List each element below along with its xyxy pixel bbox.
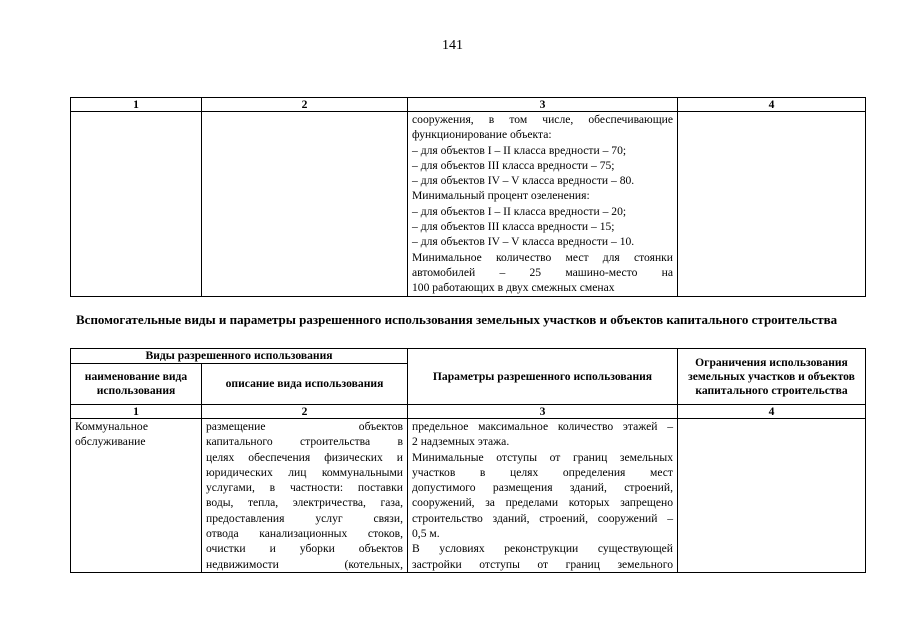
col2-header: описание вида использования: [202, 364, 408, 405]
table-header-row: [71, 98, 866, 112]
col1-header: наименование вида использования: [71, 364, 202, 405]
empty-cell: [202, 112, 408, 297]
text-line: – для объектов IV – V класса вредности – 10.: [412, 235, 635, 249]
column-number: 2: [202, 98, 408, 112]
text-line: – для объектов IV – V класса вредности – 80.: [412, 174, 635, 188]
text-line: Минимальные отступы от границ земельных: [412, 450, 673, 464]
text-line: – для объектов III класса вредности – 75;: [412, 158, 615, 172]
group-header: Виды разрешенного использования: [71, 349, 408, 364]
text-line: Минимальное количество мест для стоянки: [412, 250, 673, 264]
column-number: 2: [202, 405, 408, 419]
text-line: строительство зданий, строений, сооружений –: [412, 511, 673, 525]
text-line: функционирование объекта:: [412, 128, 552, 142]
text-line: услугами, в частности: поставки: [206, 481, 403, 495]
column-number: 4: [678, 98, 866, 112]
column-number: 3: [408, 405, 678, 419]
empty-cell: [678, 419, 866, 573]
column-number-row: [71, 405, 866, 419]
text-line: очистки и уборки объектов: [206, 542, 403, 556]
page-number: 141: [442, 38, 463, 53]
text-line: В условиях реконструкции существующей: [412, 542, 673, 556]
text-line: 100 работающих в двух смежных сменах: [412, 281, 615, 295]
text-line: воды, тепла, электричества, газа,: [206, 496, 403, 510]
text-line: размещение объектов: [206, 420, 403, 433]
parameters-cell: [408, 112, 678, 297]
col4-header: Ограничения использования земельных участков и объектов капитального строительства: [678, 349, 866, 405]
text-line: – для объектов III класса вредности – 15;: [412, 220, 615, 234]
table-row: [71, 112, 866, 297]
text-line: целях обеспечения физических и: [206, 450, 403, 464]
use-name-cell: Коммунальное обслуживание: [71, 419, 202, 573]
text-line: сооружений, за пределами которых запрещено: [412, 496, 673, 510]
text-line: допустимого размещения зданий, строений,: [412, 481, 673, 495]
column-number: 1: [71, 98, 202, 112]
text-line: недвижимости (котельных,: [206, 557, 403, 571]
auxiliary-uses-table: [70, 348, 866, 573]
col3-header: Параметры разрешенного использования: [408, 349, 678, 405]
empty-cell: [71, 112, 202, 297]
text-line: отвода канализационных стоков,: [206, 527, 403, 541]
parameters-table-continued: [70, 97, 866, 297]
text-line: – для объектов I – II класса вредности – 20;: [412, 204, 627, 218]
group-header-row: [71, 349, 866, 364]
column-number: 4: [678, 405, 866, 419]
text-line: капитального строительства в: [206, 435, 403, 449]
use-parameters-cell: [408, 419, 678, 573]
text-line: 2 надземных этажа.: [412, 435, 510, 449]
column-number: 1: [71, 405, 202, 419]
column-number: 3: [408, 98, 678, 112]
text-line: участков в целях определения мест: [412, 465, 673, 479]
text-line: предельное максимальное количество этажей –: [412, 420, 673, 433]
table-row: [71, 419, 866, 573]
text-line: застройки отступы от границ земельного: [412, 557, 673, 571]
use-description-cell: [202, 419, 408, 573]
text-line: 0,5 м.: [412, 527, 440, 541]
text-line: юридических лиц коммунальными: [206, 465, 403, 479]
text-line: Минимальный процент озеленения:: [412, 189, 590, 203]
section-title: Вспомогательные виды и параметры разрешенного использования земельных участков и объектов капитального строительства: [76, 312, 838, 327]
text-line: автомобилей – 25 машино-место на: [412, 265, 673, 279]
text-line: предоставления услуг связи,: [206, 511, 403, 525]
empty-cell: [678, 112, 866, 297]
text-line: сооружения, в том числе, обеспечивающие: [412, 113, 673, 126]
text-line: – для объектов I – II класса вредности – 70;: [412, 143, 627, 157]
